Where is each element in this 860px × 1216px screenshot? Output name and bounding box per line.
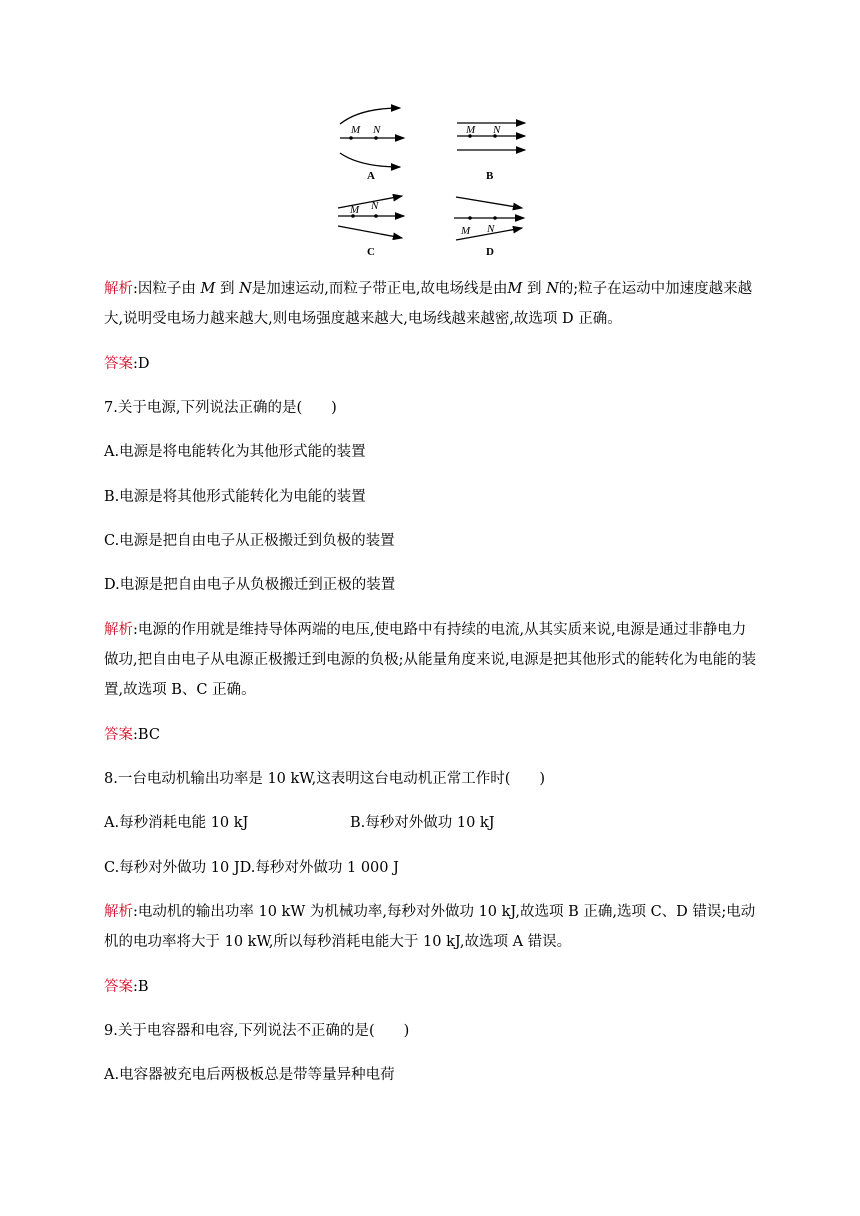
field-lines-svg bbox=[330, 100, 530, 260]
diagram-d-label-n: N bbox=[487, 223, 495, 235]
q9-option-a: A.电容器被充电后两极板总是带等量异种电荷 bbox=[104, 1067, 395, 1083]
diagram-b bbox=[457, 123, 525, 182]
answer-label: 答案 bbox=[104, 356, 133, 372]
q8-stem: 8.一台电动机输出功率是 10 kW,这表明这台电动机正常工作时( ) bbox=[104, 771, 546, 787]
diagram-c-letter: C bbox=[367, 246, 375, 258]
diagram-c-label-m: M bbox=[350, 204, 360, 216]
q6-analysis: 解析:因粒子由 M 到 N是加速运动,而粒子带正电,故电场线是由M 到 N的;粒子在运动中加速度越来越大,说明受电场力越来越大,则电场强度越来越大,电场线越来越密,故选项 D 正确。 bbox=[104, 281, 753, 327]
diagram-c-label-n: N bbox=[371, 200, 379, 212]
q8-options-row-1 bbox=[104, 808, 758, 838]
q7-option-b: B.电源是将其他形式能转化为电能的装置 bbox=[104, 489, 366, 505]
q9-stem: 9.关于电容器和电容,下列说法不正确的是( ) bbox=[104, 1023, 410, 1039]
q8-answer: 答案:B bbox=[104, 979, 149, 995]
q8-option-d: D.每秒对外做功 1 000 J bbox=[239, 860, 399, 876]
diagram-a-label-m: M bbox=[351, 124, 361, 136]
electric-field-lines-figure bbox=[330, 100, 530, 260]
diagram-b-label-m: M bbox=[466, 124, 476, 136]
diagram-d-letter: D bbox=[486, 246, 494, 258]
diagram-d-label-m: M bbox=[461, 225, 471, 237]
q7-option-d: D.电源是把自由电子从负极搬迁到正极的装置 bbox=[104, 577, 396, 593]
q7-analysis: 解析:电源的作用就是维持导体两端的电压,使电路中有持续的电流,从其实质来说,电源是通过非静电力做功,把自由电子从电源正极搬迁到电源的负极;从能量角度来说,电源是把其他形式的能转化为电能的装置,故选项 B、C 正确。 bbox=[104, 622, 757, 698]
q8-options-row-2 bbox=[104, 853, 758, 883]
diagram-a-letter: A bbox=[367, 170, 375, 182]
diagram-a bbox=[340, 108, 404, 182]
q8-analysis: 解析:电动机的输出功率 10 kW 为机械功率,每秒对外做功 10 kJ,故选项 B 正确,选项 C、D 错误;电动机的电功率将大于 10 kW,所以每秒消耗电能大于 10 kJ,故选项 A 错误。 bbox=[104, 904, 756, 950]
q7-option-a: A.电源是将电能转化为其他形式能的装置 bbox=[104, 444, 366, 460]
diagram-a-label-n: N bbox=[373, 124, 381, 136]
q7-answer: 答案:BC bbox=[104, 727, 160, 743]
q8-option-a: A.每秒消耗电能 10 kJ bbox=[104, 815, 249, 831]
diagram-b-letter: B bbox=[486, 170, 494, 182]
q8-option-b: B.每秒对外做功 10 kJ bbox=[350, 815, 495, 831]
q7-stem: 7.关于电源,下列说法正确的是( ) bbox=[104, 400, 337, 416]
diagram-c bbox=[338, 196, 404, 258]
q7-option-c: C.电源是把自由电子从正极搬迁到负极的装置 bbox=[104, 533, 395, 549]
q8-option-c: C.每秒对外做功 10 J bbox=[104, 860, 240, 876]
diagram-b-label-n: N bbox=[493, 124, 501, 136]
diagram-d bbox=[454, 197, 524, 258]
analysis-label: 解析 bbox=[104, 281, 133, 297]
q6-answer: 答案:D bbox=[104, 356, 150, 372]
